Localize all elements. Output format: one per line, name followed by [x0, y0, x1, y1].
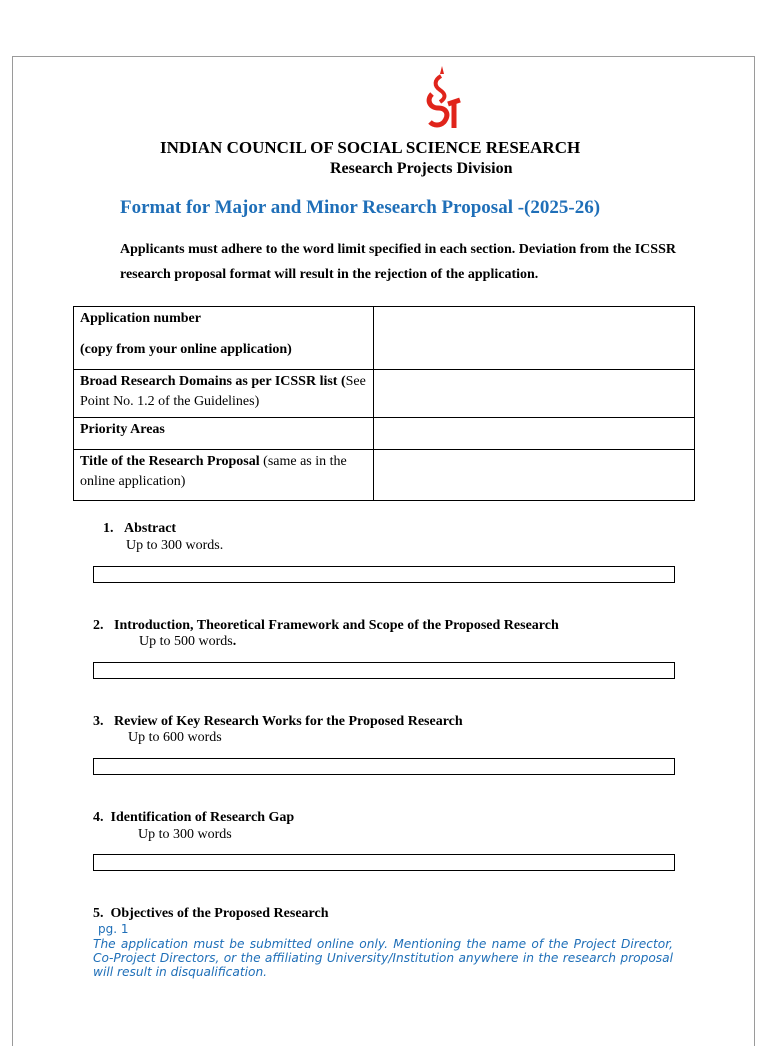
research-domains-field[interactable]	[374, 370, 695, 418]
section-review	[93, 714, 463, 746]
proposal-title-field[interactable]	[374, 450, 695, 501]
table-row	[74, 307, 695, 370]
word-limit: Up to 300 words.	[126, 538, 224, 553]
disqualification-note: The application must be submitted online only. Mentioning the name of the Project Director, Co-Project Directors, or the affiliating University/Institution anywhere in the research proposal will result in disqualification.	[93, 937, 673, 979]
section-number: 2.	[93, 618, 104, 633]
priority-areas-field[interactable]	[374, 418, 695, 450]
application-info-table	[73, 306, 695, 501]
word-limit: Up to 500 words	[139, 634, 233, 649]
label-proposal-title: Title of the Research Proposal	[80, 454, 260, 469]
research-gap-input[interactable]	[93, 854, 675, 871]
word-limit: Up to 300 words	[138, 827, 232, 842]
section-introduction	[93, 618, 559, 650]
table-row	[74, 418, 695, 450]
label-priority-areas: Priority Areas	[80, 422, 165, 437]
table-row	[74, 370, 695, 418]
introduction-input[interactable]	[93, 662, 675, 679]
section-number: 4.	[93, 810, 104, 825]
page-number: pg. 1	[98, 922, 129, 936]
label-application-number: Application number	[80, 311, 201, 326]
label-proposal-title-note: (same as in the online application)	[80, 454, 347, 489]
instructions: Applicants must adhere to the word limit specified in each section. Deviation from the ICSSR research proposal format will result in the rejection of the application.	[120, 242, 676, 282]
section-title: Introduction, Theoretical Framework and Scope of the Proposed Research	[114, 618, 559, 633]
table-row	[74, 450, 695, 501]
section-objectives	[93, 906, 329, 922]
review-input[interactable]	[93, 758, 675, 775]
application-number-field[interactable]	[374, 307, 695, 370]
division-name: Research Projects Division	[330, 160, 513, 177]
org-name: INDIAN COUNCIL OF SOCIAL SCIENCE RESEARCH	[160, 138, 581, 157]
label-research-domains-note: See Point No. 1.2 of the Guidelines)	[80, 374, 366, 409]
label-application-number-note: (copy from your online application)	[80, 342, 292, 357]
section-title: Objectives of the Proposed Research	[110, 906, 329, 921]
section-number: 1.	[103, 521, 114, 536]
section-title: Abstract	[124, 521, 177, 536]
abstract-input[interactable]	[93, 566, 675, 583]
section-number: 5.	[93, 906, 104, 921]
word-limit: Up to 600 words	[128, 730, 222, 745]
label-research-domains: Broad Research Domains as per ICSSR list (	[80, 374, 346, 389]
icssr-logo	[420, 64, 464, 132]
section-research-gap	[93, 810, 294, 843]
section-number: 3.	[93, 714, 104, 729]
section-title: Review of Key Research Works for the Proposed Research	[114, 714, 463, 729]
section-abstract	[103, 521, 223, 554]
section-title: Identification of Research Gap	[110, 810, 295, 825]
form-title: Format for Major and Minor Research Proposal -(2025-26)	[120, 197, 601, 218]
word-limit-suffix: .	[232, 634, 237, 649]
